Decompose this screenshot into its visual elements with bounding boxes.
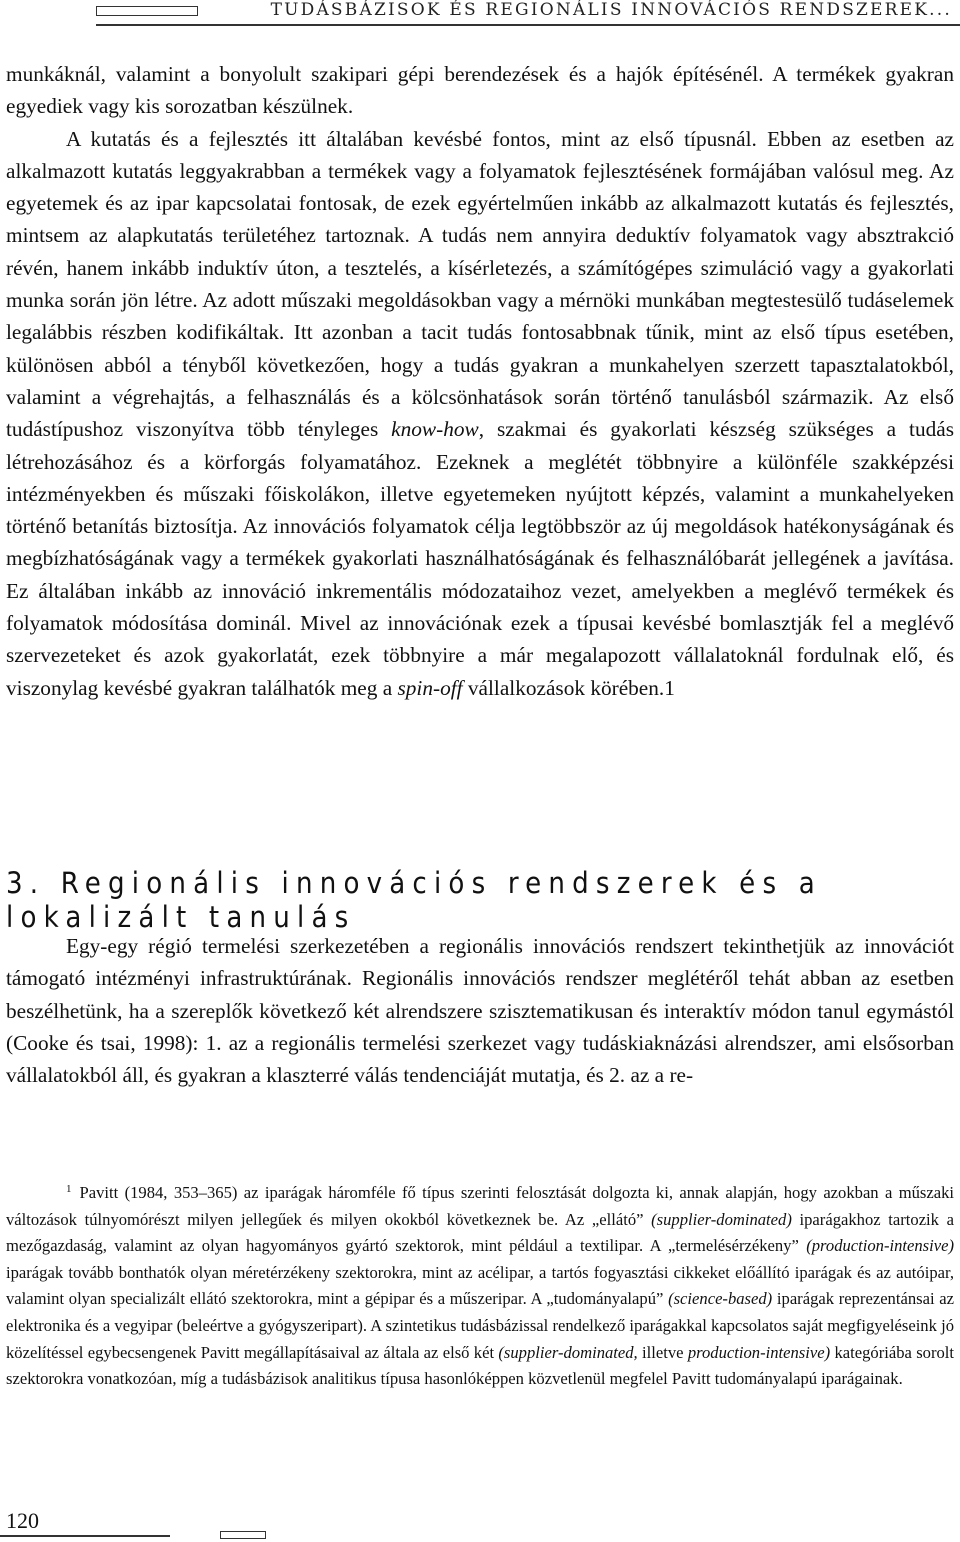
italic-term: know-how xyxy=(391,417,479,442)
italic-term: spin-off xyxy=(397,675,463,700)
paragraph: munkáknál, valamint a bonyolult szakipari gépi berendezések és a hajók építésénél. A termékek gyakran egyediek vagy kis sorozatban készülnek. xyxy=(6,62,954,119)
header-rule xyxy=(96,24,960,26)
footnote-mark: 1 xyxy=(66,1183,72,1195)
footer-ornament-box xyxy=(220,1531,266,1539)
body-text xyxy=(6,58,954,704)
page-number: 120 xyxy=(6,1508,39,1533)
section-text xyxy=(6,930,954,1091)
footnote: $^1$ Pavitt (1984, 353–365) az iparágak háromféle fő típus szerinti felosztását dolgozta ki, annak alapján, hogy azokban a műszaki változások túlnyomórészt milyen jellegűek és milyen okokból következnek be. Az „ellátó” (supplier-dominated) iparágakhoz tartozik a mezőgazdaság, valamint az olyan hagyományos gyártó szektorok, mint például a textilipar. A „termelésérzékeny” (production-intensive) iparágak tovább bonthatók olyan méretérzékeny szektorokra, mint az acélipar, a tartós fogyasztási cikkeket előállító iparágak és az autóipar, valamint olyan specializált ellátó szektorokra, mint a gépipar és a műszeripar. A „tudományalapú” (science-based) iparágak reprezentánsai az elektronika és a vegyipar (beleértve a gyógyszeripart). A szintetikus tudásbázissal rendelkező iparágakkal kapcsolatos saját megfigyeléseink jó közelítéssel egybecsengenek Pavitt megállapításaival az általa az első két (supplier-dominated, illetve production-intensive) kategóriába sorolt szektorokra vonatkozóan, míg a tudásbázisok analitikus típusa hasonlóképpen közvetlenül megfelel Pavitt tudományalapú iparágainak. xyxy=(6,1183,954,1389)
header-ornament-box xyxy=(96,6,198,16)
running-header xyxy=(0,0,960,34)
paragraph: A kutatás és a fejlesztés itt általában kevésbé fontos, mint az első típusnál. Ebben az esetben az alkalmazott kutatás leggyakrabban a termékek vagy a folyamatok fejlesztésének formájában valósul meg. Az egyetemek és az ipar kapcsolatai fontosak, de ezek egyértelműen inkább az alkalmazott kutatás és fejlesztés, mintsem az alapkutatás területéhez tartoznak. A tudás nem annyira deduktív folyamatok vagy absztrakció révén, hanem inkább induktív úton, a tesztelés, a kísérletezés, a számítógépes szimuláció vagy a gyakorlati munka során jön létre. Az adott műszaki megoldásokban vagy a mérnöki munkában megtestesülő tudáselemek legalábbis részben kodifikáltak. Itt azonban a tacit tudás fontosabbnak tűnik, mint az első típus esetében, különösen abból a tényből következően, hogy a tudás gyakran a munkahelyen szerzett tapasztalatokból, valamint a végrehajtás, a felhasználás és a kölcsönhatások során történő tanulásból származik. Az első tudástípushoz viszonyítva több tényleges know-how, szakmai és gyakorlati készség szükséges a tudás létrehozásához és a körforgás folyamatához. Ezeknek a meglétét többnyire a különféle szakképzési intézményekben és műszaki főiskolákon, illetve egyetemeken nyújtott képzés, valamint a munkahelyeken történő betanítás biztosítja. Az innovációs folyamatok célja legtöbbször az új megoldások hatékonyságának és megbízhatóságának vagy a termékek gyakorlati használhatóságának és felhasználóbarát jellegének a javítása. Ez általában inkább az innováció inkrementális módozataihoz vezet, amelyekben a meglévő termékek és folyamatok módosítása dominál. Mivel az innovációnak ezek a típusai kevésbé bomlasztják fel a meglévő szervezeteket és azok gyakorlatát, ezek többnyire a már megalapozott vállalatoknál fordulnak elő, és viszonylag kevésbé gyakran találhatók meg a spin-off vállalkozások körében.1 xyxy=(6,126,954,700)
paragraph: Egy-egy régió termelési szerkezetében a regionális innovációs rendszert tekinthetjük az innovációt támogató intézményi infrastruktúrának. Regionális innovációs rendszer meglétéről tehát abban az esetben beszélhetünk, ha a szereplők következő két alrendszere szisztematikusan és interaktív módon tanul egymástól (Cooke és tsai, 1998): 1. az a regionális termelési szerkezet vagy tudáskiaknázási alrendszer, ami elsősorban vállalatokból áll, és gyakran a klaszterré válás tendenciáját mutatja, és 2. az a re- xyxy=(6,934,954,1088)
section-heading: 3. Regionális innovációs rendszerek és a lokalizált tanulás xyxy=(6,866,822,934)
footer-rule xyxy=(0,1535,170,1537)
running-title: TUDÁSBÁZISOK ÉS REGIONÁLIS INNOVÁCIÓS RENDSZEREK... xyxy=(270,0,952,20)
